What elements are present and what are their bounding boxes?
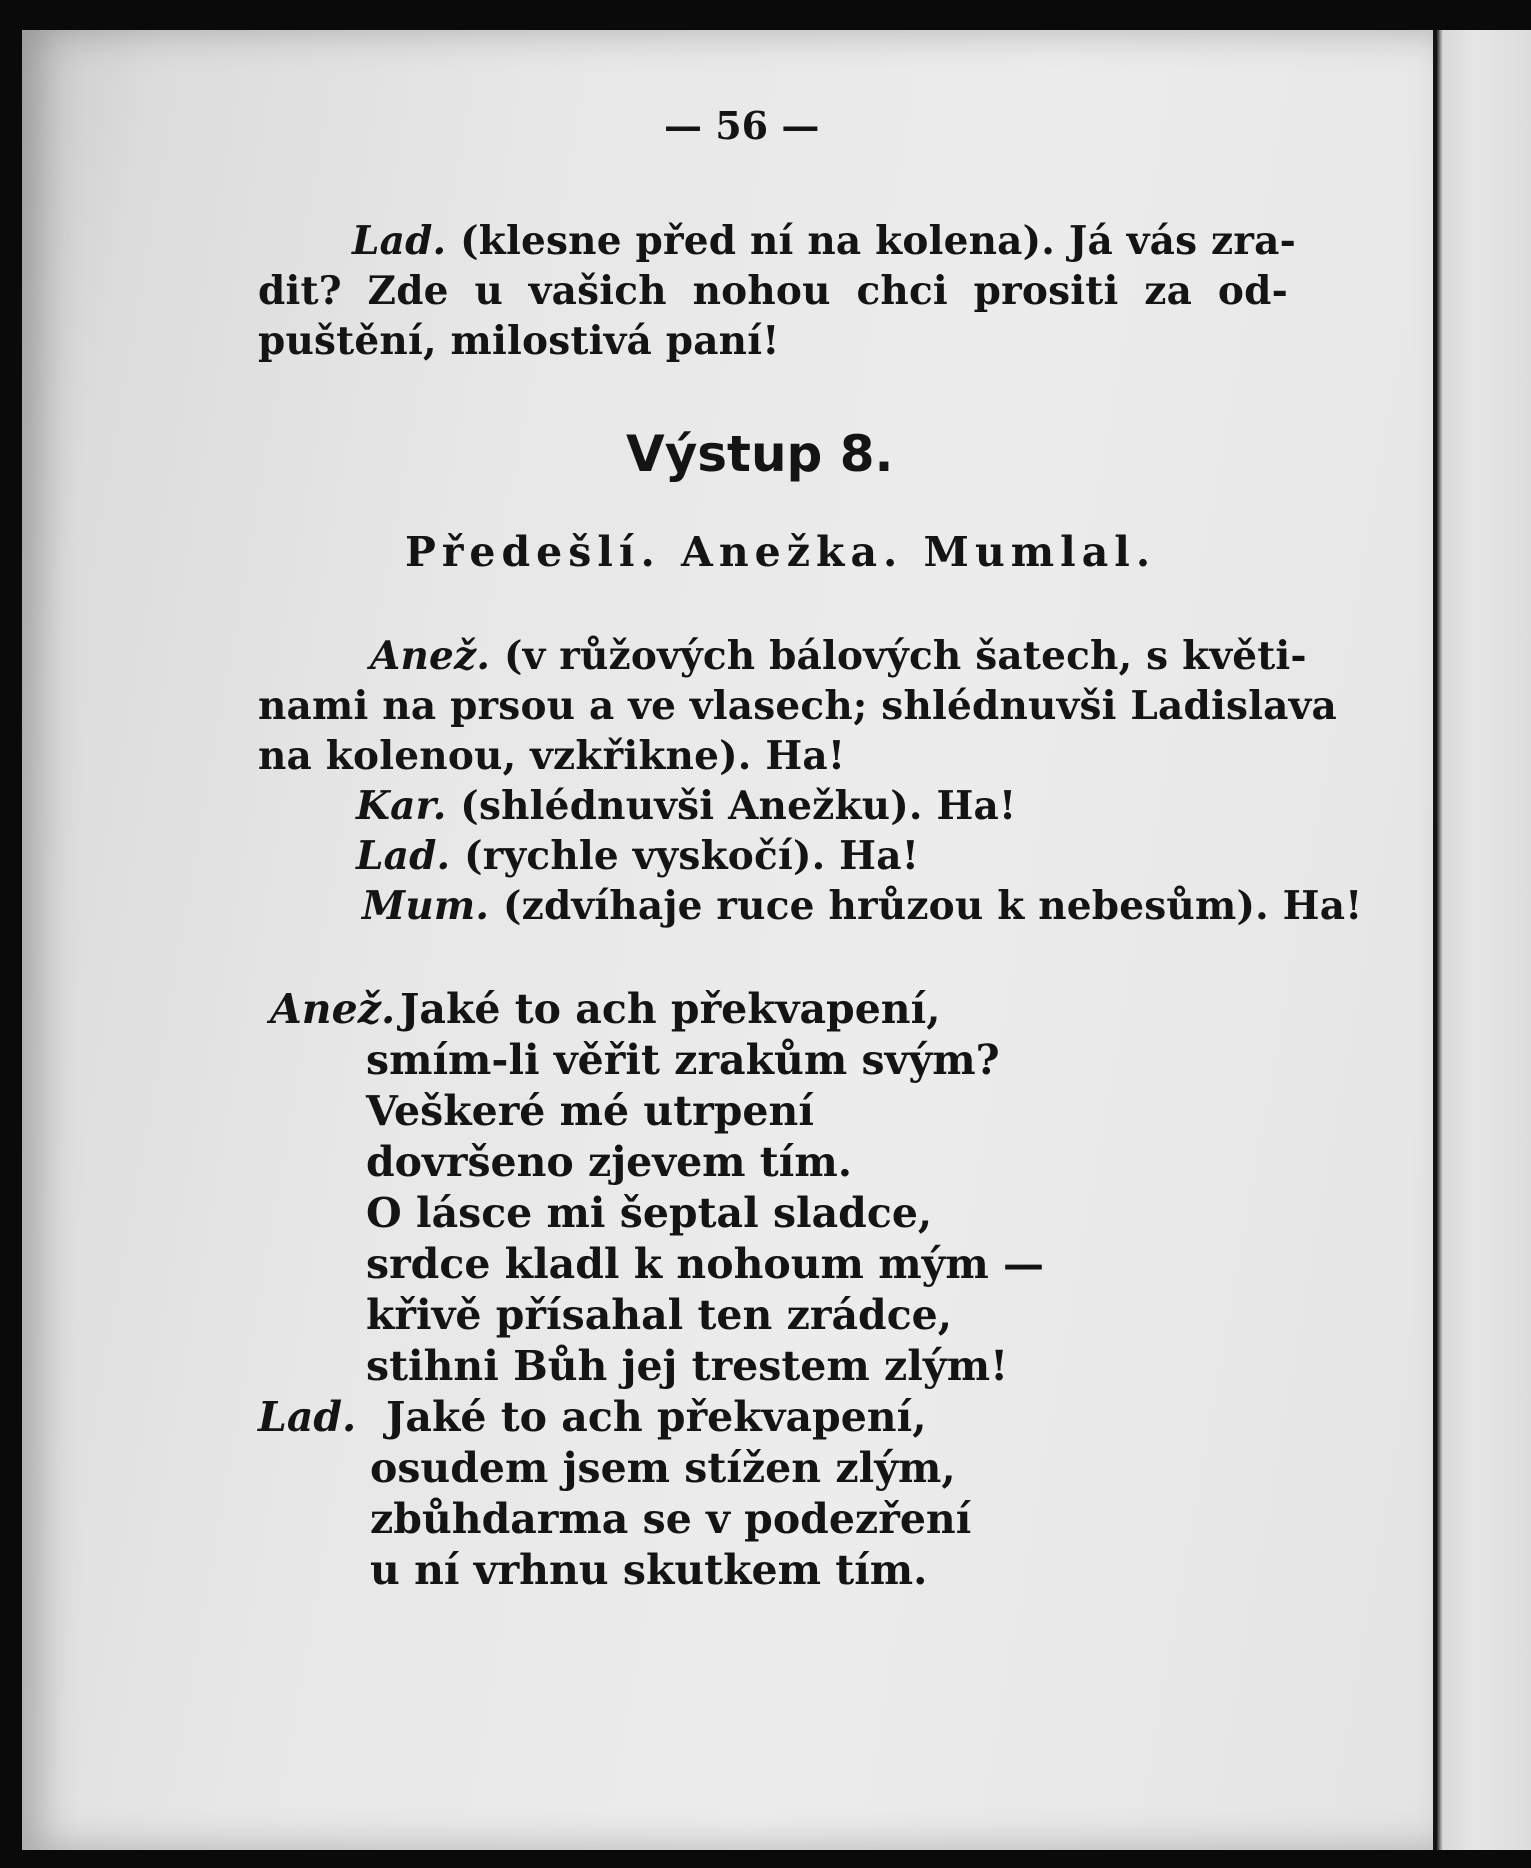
stage-mum-line	[362, 883, 1363, 929]
verse1-speaker: Anež.	[270, 985, 396, 1033]
verse1-line-4: dovršeno zjevem tím.	[366, 1138, 852, 1186]
verse1-line-2: smím-li věřit zrakům svým?	[366, 1036, 1000, 1084]
scene-cast: Předešlí. Anežka. Mumlal.	[405, 528, 1157, 576]
speaker-mum: Mum.	[362, 883, 490, 929]
verse1-line-6: srdce kladl k nohoum mým —	[366, 1240, 1045, 1288]
stage-lad-text: (rychle vyskočí). Ha!	[464, 833, 920, 879]
stage-mum-text: (zdvíhaje ruce hrůzou k nebesům). Ha!	[502, 883, 1363, 929]
intro-line-1	[352, 218, 1296, 264]
page-number: — 56 —	[664, 103, 820, 148]
stage-anez-line-1	[370, 633, 1307, 679]
stage-kar-line	[356, 783, 1016, 829]
speaker-kar: Kar.	[356, 783, 447, 829]
verse1-line-3: Veškeré mé utrpení	[366, 1087, 814, 1135]
verse1-line-7: křivě přísahal ten zrádce,	[366, 1291, 953, 1339]
stage-anez-line-3: na kolenou, vzkřikne). Ha!	[258, 733, 846, 779]
stage-anez-line-1-text: (v růžových bálových šatech, s květi-	[503, 633, 1307, 679]
intro-line-3: puštění, milostivá paní!	[258, 318, 780, 364]
verse2-line-1: Jaké to ach překvapení,	[386, 1393, 927, 1441]
stage-anez-line-2: nami na prsou a ve vlasech; shlédnuvši Ladislava	[258, 683, 1337, 729]
verse1-line-8: stihni Bůh jej trestem zlým!	[366, 1342, 1009, 1390]
intro-line-1-text: (klesne před ní na kolena). Já vás zra-	[460, 218, 1296, 264]
scene-heading: Výstup 8.	[626, 425, 894, 483]
speaker-anez: Anež.	[370, 633, 491, 679]
next-page-strip	[1437, 30, 1531, 1850]
verse2-line-3: zbůhdarma se v podezření	[370, 1495, 972, 1543]
stage-kar-text: (shlédnuvši Anežku). Ha!	[460, 783, 1017, 829]
stage-lad-line	[356, 833, 919, 879]
verse2-line-2: osudem jsem stížen zlým,	[370, 1444, 956, 1492]
verse2-speaker: Lad.	[258, 1393, 357, 1441]
speaker-lad-2: Lad.	[356, 833, 451, 879]
verse1-line-1: Jaké to ach překvapení,	[400, 985, 941, 1033]
verse1-line-5: O lásce mi šeptal sladce,	[366, 1189, 933, 1237]
speaker-lad: Lad.	[352, 218, 447, 264]
intro-line-2: dit? Zde u vašich nohou chci prositi za od-	[258, 268, 1288, 314]
verse2-line-4: u ní vrhnu skutkem tím.	[370, 1546, 928, 1594]
